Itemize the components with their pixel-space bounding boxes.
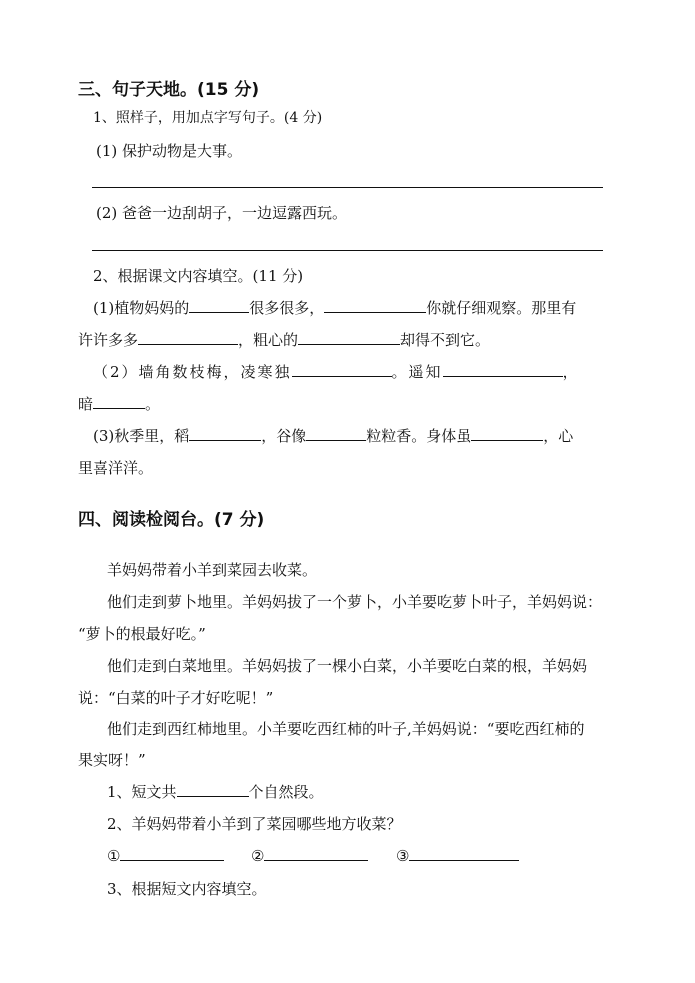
s4-q1-text-a: 1、短文共	[107, 783, 177, 801]
section3-heading: 三、句子天地。(15 分)	[78, 80, 260, 100]
s3-q2-item1-line2	[78, 330, 490, 350]
passage-p2-line2: “萝卜的根最好吃。”	[78, 625, 206, 643]
passage-p1: 羊妈妈带着小羊到菜园去收菜。	[107, 561, 318, 579]
blank-item3-2[interactable]	[306, 426, 366, 441]
item2-text-c: ，	[562, 363, 580, 381]
item2-text-a: （2）墙角数枝梅，凌寒独	[93, 363, 292, 381]
s3-q1-example-2: (2) 爸爸一边刮胡子，一边逗露西玩。	[96, 204, 348, 222]
blank-item2-2[interactable]	[443, 362, 563, 377]
item3-text-d: ，心	[543, 427, 574, 445]
blank-s4-q2-1[interactable]	[120, 846, 224, 861]
blank-item3-1[interactable]	[189, 426, 261, 441]
blank-s4-q2-3[interactable]	[409, 846, 519, 861]
s4-q1-text-b: 个自然段。	[248, 783, 324, 801]
passage-p3-line1: 他们走到白菜地里。羊妈妈拔了一棵小白菜，小羊要吃白菜的根，羊妈妈	[107, 657, 588, 675]
s3-q2-item3-line1	[93, 426, 573, 446]
option-2-marker: ②	[251, 847, 265, 865]
s4-q2-option-3	[396, 846, 519, 866]
s3-q2-item2-line2	[78, 394, 160, 414]
option-3-marker: ③	[396, 847, 410, 865]
option-1-marker: ①	[107, 847, 121, 865]
answer-line-1[interactable]	[92, 187, 603, 188]
blank-item1-3[interactable]	[138, 330, 238, 345]
s3-q2-item2-line1	[93, 362, 580, 382]
s3-q2-item3-line2: 里喜洋洋。	[78, 459, 154, 477]
s4-q1	[107, 782, 324, 802]
item1-text-c: 你就仔细观察。那里有	[426, 299, 577, 317]
blank-item1-2[interactable]	[324, 298, 426, 313]
answer-line-2[interactable]	[92, 250, 603, 251]
s3-q2-item1-line1	[93, 298, 576, 318]
item1-text-b: 很多很多，	[249, 299, 325, 317]
s4-q2-option-1	[107, 846, 224, 866]
item2-text-b: 。遥知	[391, 363, 443, 381]
s3-q1-example-1: (1) 保护动物是大事。	[96, 142, 243, 160]
item1-text-f: 却得不到它。	[400, 331, 491, 349]
item2-text-d: 暗	[78, 395, 94, 413]
passage-p3-line2: 说：“白菜的叶子才好吃呢！”	[78, 689, 274, 707]
s4-q2-prompt: 2、羊妈妈带着小羊到了菜园哪些地方收菜？	[107, 815, 402, 833]
item1-text-d: 许许多多	[78, 331, 139, 349]
blank-item2-1[interactable]	[292, 362, 392, 377]
item3-text-a: (3)秋季里，稻	[93, 427, 190, 445]
blank-item1-4[interactable]	[298, 330, 400, 345]
s4-q2-option-2	[251, 846, 368, 866]
item1-text-e: ，粗心的	[238, 331, 299, 349]
item3-text-b: ，谷像	[261, 427, 307, 445]
s3-q2-prompt: 2、根据课文内容填空。(11 分)	[93, 267, 304, 285]
item2-text-e: 。	[145, 395, 161, 413]
s4-q3-prompt: 3、根据短文内容填空。	[107, 880, 267, 898]
blank-s4-q2-2[interactable]	[264, 846, 368, 861]
passage-p2-line1: 他们走到萝卜地里。羊妈妈拔了一个萝卜，小羊要吃萝卜叶子，羊妈妈说：	[107, 593, 603, 611]
item1-text-a: (1)植物妈妈的	[93, 299, 190, 317]
item3-text-c: 粒粒香。身体虽	[366, 427, 472, 445]
section4-heading: 四、阅读检阅台。(7 分)	[78, 510, 265, 530]
passage-p4-line1: 他们走到西红柿地里。小羊要吃西红柿的叶子,羊妈妈说：“要吃西红柿的	[107, 720, 585, 738]
blank-item3-3[interactable]	[471, 426, 543, 441]
passage-p4-line2: 果实呀！”	[78, 751, 146, 769]
blank-s4-q1[interactable]	[177, 782, 249, 797]
blank-item1-1[interactable]	[189, 298, 249, 313]
blank-item2-3[interactable]	[93, 394, 145, 409]
s3-q1-prompt: 1、照样子，用加点字写句子。(4 分)	[93, 110, 323, 126]
